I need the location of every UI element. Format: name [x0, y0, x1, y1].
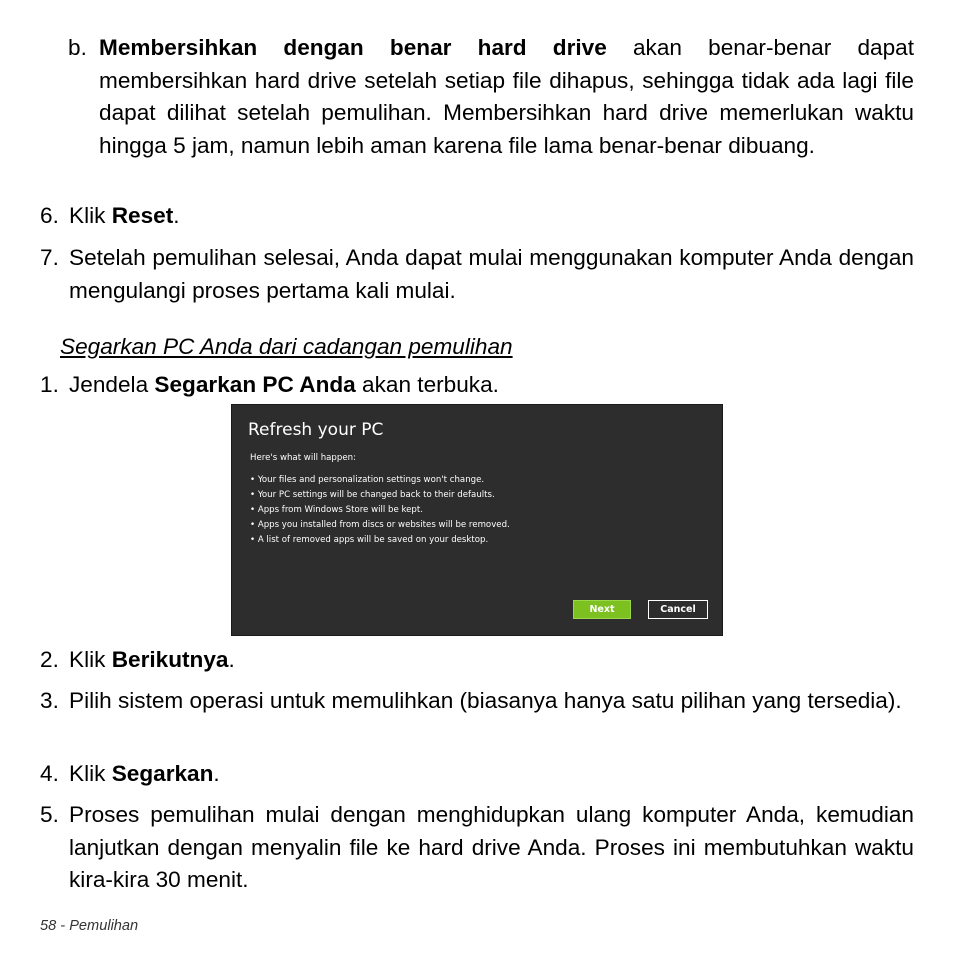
step-text: Klik — [69, 203, 112, 228]
dialog-bullet-list — [250, 473, 510, 548]
dialog-subtitle: Here's what will happen: — [250, 453, 356, 463]
step-bold: Segarkan PC Anda — [154, 372, 356, 397]
step-body — [69, 200, 914, 233]
step-6 — [40, 200, 914, 233]
refresh-pc-screenshot — [231, 404, 723, 636]
step-3 — [40, 685, 914, 718]
sub-item-marker: b. — [68, 35, 87, 60]
dialog-bullet: • Apps from Windows Store will be kept. — [250, 503, 510, 518]
cancel-button[interactable]: Cancel — [648, 600, 708, 619]
step-body — [69, 644, 914, 677]
step-number: 4. — [40, 761, 59, 786]
step-text: Jendela — [69, 372, 155, 397]
next-button[interactable]: Next — [573, 600, 631, 619]
step-text: . — [173, 203, 180, 228]
step-text: Klik — [69, 761, 112, 786]
step-text: Klik — [69, 647, 112, 672]
sub-item-body — [99, 32, 914, 162]
step-bold: Segarkan — [111, 761, 214, 786]
dialog-bullet: • A list of removed apps will be saved on your desktop. — [250, 533, 510, 548]
step-4 — [40, 758, 914, 791]
step-7 — [40, 242, 914, 307]
step-body: Setelah pemulihan selesai, Anda dapat mulai menggunakan komputer Anda dengan mengulangi proses pertama kali mulai. — [69, 245, 914, 303]
dialog-bullet: • Your files and personalization settings won't change. — [250, 473, 510, 488]
step-number: 6. — [40, 203, 59, 228]
page-footer: 58 - Pemulihan — [40, 918, 139, 934]
step-body — [69, 369, 914, 402]
step-body: Pilih sistem operasi untuk memulihkan (biasanya hanya satu pilihan yang tersedia). — [69, 688, 902, 713]
step-1 — [40, 369, 914, 402]
step-5 — [40, 799, 914, 897]
dialog-bullet: • Apps you installed from discs or websites will be removed. — [250, 518, 510, 533]
step-text: akan terbuka. — [355, 372, 499, 397]
sub-item-b — [68, 32, 914, 162]
step-text: . — [228, 647, 235, 672]
step-body: Proses pemulihan mulai dengan menghidupkan ulang komputer Anda, kemudian lanjutkan dengan menyalin file ke hard drive Anda. Proses ini membutuhkan waktu kira-kira 30 menit. — [69, 802, 914, 892]
step-number: 2. — [40, 647, 59, 672]
dialog-title: Refresh your PC — [248, 420, 384, 440]
step-number: 3. — [40, 688, 59, 713]
step-text: . — [213, 761, 220, 786]
sub-item-text: akan benar-benar dapat membersihkan hard drive setelah setiap file dihapus, sehingga tidak ada lagi file dapat dilihat setelah pemulihan. Membersihkan hard drive memerlukan waktu hingga 5 jam, namun lebih aman karena file lama benar-benar dibuang. — [99, 35, 914, 158]
sub-item-bold: Membersihkan dengan benar hard drive — [99, 35, 607, 60]
step-bold: Berikutnya — [111, 647, 229, 672]
step-2 — [40, 644, 914, 677]
step-bold: Reset — [111, 203, 174, 228]
step-body — [69, 758, 914, 791]
dialog-bullet: • Your PC settings will be changed back to their defaults. — [250, 488, 510, 503]
step-number: 5. — [40, 802, 59, 827]
step-number: 1. — [40, 372, 59, 397]
step-number: 7. — [40, 245, 59, 270]
section-heading: Segarkan PC Anda dari cadangan pemulihan — [60, 334, 513, 359]
